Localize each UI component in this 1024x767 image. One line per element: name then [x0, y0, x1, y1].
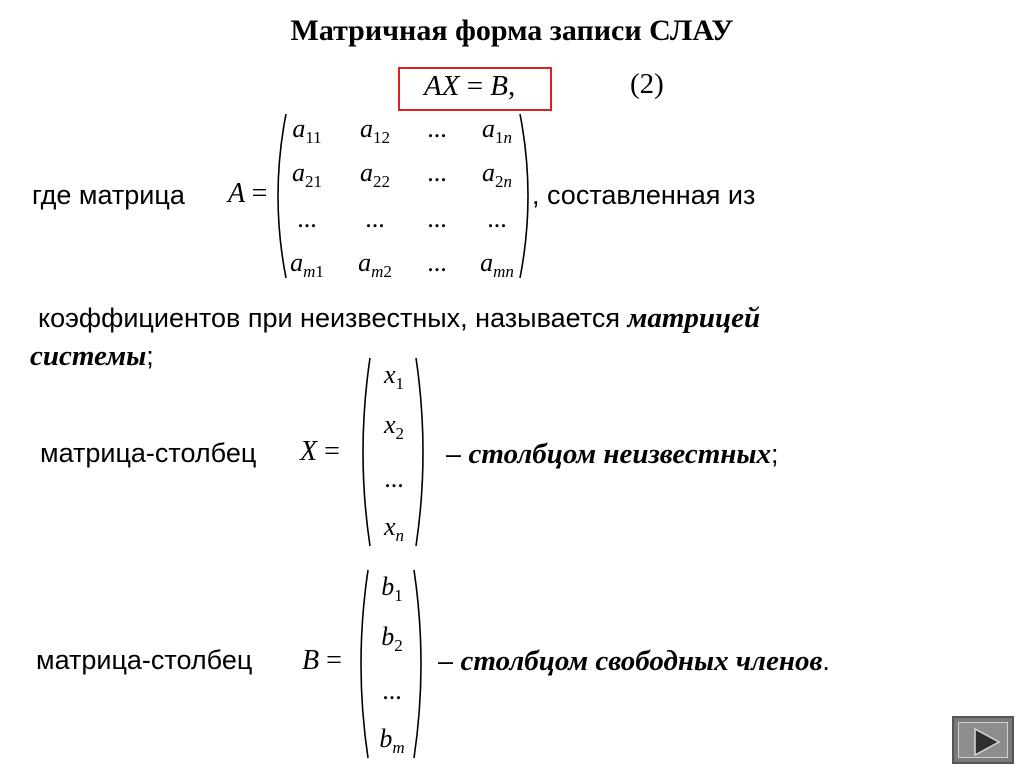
matrix-a-entry [272, 248, 342, 282]
matrix-x-entry [359, 360, 429, 394]
coeff-text-line1 [38, 302, 760, 335]
coeff-text-bold1: матрицей [627, 302, 761, 334]
matrix-b-dash: – [438, 646, 461, 676]
entry-base: a [292, 114, 306, 143]
entry-subscript: 1 [495, 128, 504, 147]
entry-subscript: 2 [383, 262, 392, 281]
ellipsis-entry: ... [384, 464, 404, 493]
matrix-x-entry [359, 512, 429, 546]
entry-base: b [381, 572, 395, 601]
matrix-x-desc: столбцом неизвестных [468, 438, 772, 470]
matrix-x-equals: = [324, 436, 340, 467]
matrix-b-entry [357, 622, 427, 656]
matrix-a-after-text: , составленная из [532, 180, 756, 210]
matrix-a-equals: = [251, 178, 268, 209]
matrix-b-column [352, 566, 432, 762]
matrix-x-intro: матрица-столбец [40, 438, 257, 468]
coeff-text-bold2: системы [30, 340, 147, 372]
ellipsis-entry: ... [427, 248, 447, 277]
matrix-b-definition [302, 645, 342, 677]
entry-subscript: m [392, 738, 405, 757]
entry-subscript: 1 [395, 374, 405, 393]
matrix-b-equals: = [326, 645, 342, 676]
coeff-text-tail: ; [146, 341, 154, 371]
ellipsis-entry: ... [365, 204, 385, 233]
matrix-equation [424, 70, 515, 103]
entry-base: a [292, 158, 305, 187]
matrix-a-name: A [228, 178, 245, 209]
entry-subscript: 12 [373, 128, 390, 147]
matrix-b-description [438, 645, 830, 678]
matrix-b-entry [357, 572, 427, 606]
entry-subscript: n [503, 128, 512, 147]
entry-base: x [383, 512, 396, 541]
equation-equals: = [466, 70, 484, 102]
next-slide-button-face [958, 722, 1008, 758]
matrix-x-column [354, 354, 434, 550]
matrix-x-dash: – [446, 439, 469, 469]
ellipsis-entry: ... [427, 158, 447, 187]
play-arrow-icon [959, 723, 1011, 761]
matrix-a-entry [462, 248, 532, 282]
matrix-a-grid [268, 108, 538, 280]
matrix-b-entry [357, 724, 427, 758]
equation-lhs: AX [424, 70, 460, 102]
entry-subscript: 1 [394, 586, 403, 605]
coeff-text-part1: коэффициентов при неизвестных, называется [38, 303, 628, 333]
next-slide-button[interactable] [952, 716, 1014, 764]
matrix-a-entry [462, 158, 532, 192]
matrix-a-definition [228, 178, 267, 210]
entry-base: a [480, 248, 494, 277]
entry-base: b [379, 724, 393, 753]
matrix-x-entry [359, 410, 429, 444]
entry-subscript: mn [493, 262, 514, 281]
coeff-text-line2 [30, 340, 154, 373]
equation-rhs: B [490, 70, 509, 102]
entry-subscript: n [395, 526, 405, 545]
entry-base: a [482, 158, 495, 187]
matrix-x-description [446, 438, 779, 471]
ellipsis-entry: ... [487, 204, 507, 233]
matrix-b-name: B [302, 645, 320, 676]
entry-subscript: 21 [305, 172, 322, 191]
matrix-a-intro: где матрица [32, 180, 185, 210]
matrix-x-definition [300, 436, 340, 468]
entry-base: a [290, 248, 304, 277]
entry-base: x [383, 410, 396, 439]
matrix-a-entry [272, 204, 342, 234]
matrix-a-entry [462, 204, 532, 234]
entry-subscript: 22 [373, 172, 390, 191]
entry-subscript: 2 [395, 424, 405, 443]
matrix-a-entry [340, 158, 410, 192]
entry-subscript: n [503, 172, 512, 191]
matrix-a-entry [340, 248, 410, 282]
entry-base: b [381, 622, 395, 651]
matrix-x-name: X [300, 436, 318, 467]
entry-base: a [482, 114, 495, 143]
matrix-x-tail: ; [771, 439, 779, 469]
entry-base: a [358, 248, 372, 277]
matrix-a-entry [272, 114, 342, 148]
matrix-b-desc: столбцом свободных членов [460, 645, 823, 677]
matrix-b-entry [357, 676, 427, 706]
matrix-b-intro: матрица-столбец [36, 645, 253, 675]
matrix-a-entry [462, 114, 532, 148]
equation-number: (2) [630, 68, 664, 100]
ellipsis-entry: ... [382, 676, 402, 705]
matrix-a-entry [272, 158, 342, 192]
entry-base: a [360, 114, 373, 143]
equation-comma: , [508, 70, 516, 102]
entry-base: a [360, 158, 373, 187]
entry-subscript: 2 [394, 636, 403, 655]
ellipsis-entry: ... [427, 114, 447, 143]
entry-subscript: m [303, 262, 316, 281]
matrix-b-tail: . [822, 646, 830, 676]
entry-subscript: 11 [305, 128, 322, 147]
ellipsis-entry: ... [427, 204, 447, 233]
matrix-x-entry [359, 464, 429, 494]
ellipsis-entry: ... [297, 204, 317, 233]
entry-subscript: 1 [315, 262, 324, 281]
matrix-a-entry [340, 204, 410, 234]
entry-subscript: m [371, 262, 384, 281]
entry-subscript: 2 [495, 172, 504, 191]
slide-title: Матричная форма записи СЛАУ [290, 14, 734, 47]
matrix-a-entry [340, 114, 410, 148]
entry-base: x [383, 360, 396, 389]
